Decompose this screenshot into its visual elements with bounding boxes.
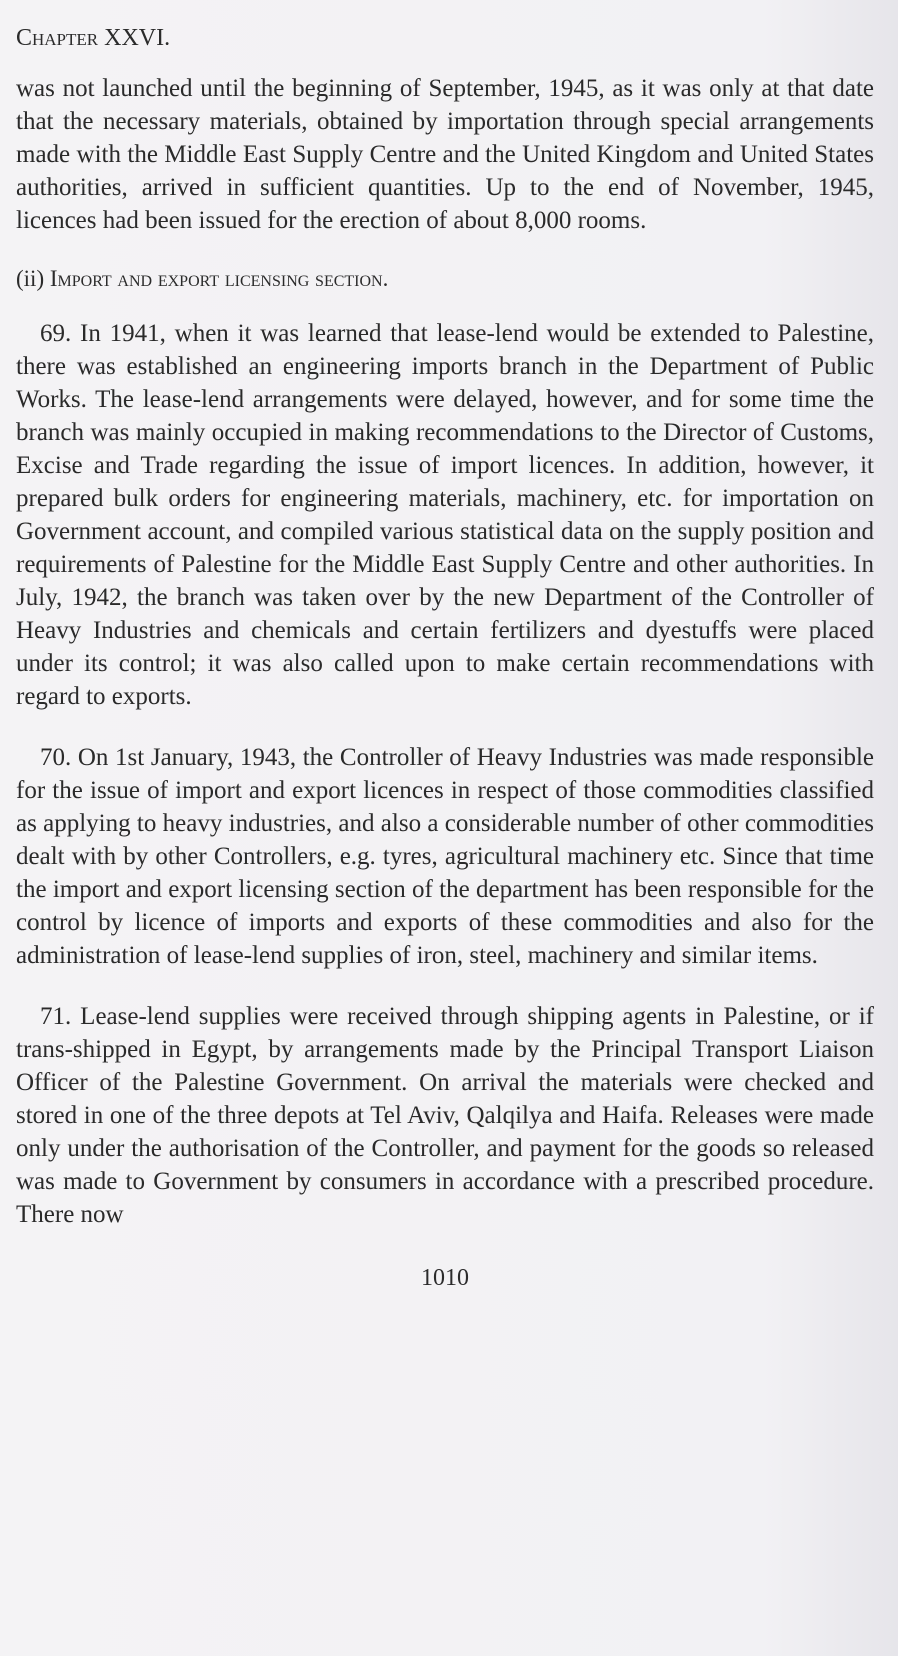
section-number: (ii) — [16, 266, 45, 291]
section-heading — [16, 263, 874, 295]
section-title: Import and export licensing section. — [49, 266, 389, 291]
page-number: 1010 — [421, 1265, 469, 1291]
paragraph-69 — [16, 317, 874, 713]
paragraph-70-text: 70. On 1st January, 1943, the Controller of Heavy Industries was made responsible for the issue of import and export licences in respect of those commodities classified as applying to heavy industries, and also a considerable number of other commodities dealt with by other Controllers, e.g. tyres, agricultural machinery etc. Since that time the import and export licensing section of the department has been responsible for the control by licence of imports and exports of these commodities and also for the administration of lease-lend supplies of iron, steel, machinery and similar items. — [16, 744, 874, 969]
paragraph-69-text: 69. In 1941, when it was learned that lease-lend would be extended to Palestine, there was established an engineering imports branch in the Department of Public Works. The lease-lend arrangements were delayed, however, and for some time the branch was mainly occupied in making recommendations to the Director of Customs, Excise and Trade regarding the issue of import licences. In addition, however, it prepared bulk orders for engineering materials, machinery, etc. for importation on Government account, and compiled various statistical data on the supply position and requirements of Palestine for the Middle East Supply Centre and other authorities. In July, 1942, the branch was taken over by the new Department of the Controller of Heavy Industries and chemicals and certain fertilizers and dyestuffs were placed under its control; it was also called upon to make certain recommendations with regard to exports. — [16, 320, 874, 710]
paragraph-continuation: was not launched until the beginning of September, 1945, as it was only at that date that the necessary materials, obtained by importation through special arrangements made with the Middle East Supply Centre and the United Kingdom and United States authorities, arrived in sufficient quantities. Up to the end of November, 1945, licences had been issued for the erection of about 8,000 rooms. — [16, 75, 874, 234]
paragraph-71-text: 71. Lease-lend supplies were received through shipping agents in Palestine, or if trans-shipped in Egypt, by arrangements made by the Principal Transport Liaison Officer of the Palestine Government. On arrival the materials were checked and stored in one of the three depots at Tel Aviv, Qalqilya and Haifa. Releases were made only under the authorisation of the Controller, and payment for the goods so released was made to Government by consumers in accordance with a prescribed procedure. There now — [16, 1003, 874, 1228]
running-head: Chapter XXVI. — [16, 25, 171, 51]
paragraph-71 — [16, 1000, 874, 1231]
paragraph-70 — [16, 741, 874, 972]
